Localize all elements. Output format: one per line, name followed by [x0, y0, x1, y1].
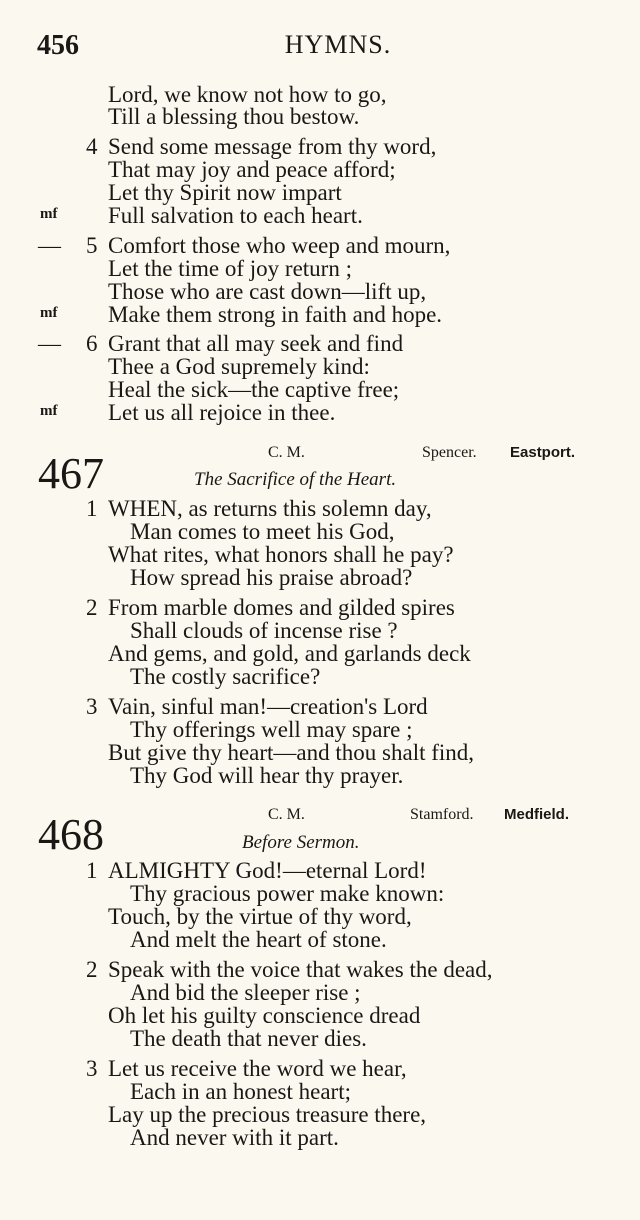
page-number: 456	[37, 30, 79, 61]
hymn-line: The death that never dies.	[130, 1026, 367, 1051]
hymn-line: ALMIGHTY God!—eternal Lord!	[108, 858, 427, 883]
hymn-line: Let us receive the word we hear,	[108, 1056, 407, 1081]
hymn-line: The costly sacrifice?	[130, 664, 321, 689]
hymn-line: And gems, and gold, and garlands deck	[108, 641, 471, 666]
tune-name: Stamford.	[410, 806, 474, 823]
dynamic-mark: mf	[40, 305, 58, 321]
hymn-line: Each in an honest heart;	[130, 1079, 351, 1104]
hymn-line: Touch, by the virtue of thy word,	[108, 904, 412, 929]
hymn-line: Man comes to meet his God,	[130, 519, 395, 544]
dash-mark: —	[38, 331, 61, 356]
hymn-line: That may joy and peace afford;	[108, 157, 396, 182]
hymn-line: Send some message from thy word,	[108, 134, 437, 159]
hymn-line: Lay up the precious treasure there,	[108, 1102, 427, 1127]
hymn-meter: C. M.	[268, 806, 305, 823]
verse-number: 3	[86, 694, 98, 719]
hymn-line: Heal the sick—the captive free;	[108, 377, 400, 402]
hymn-line: WHEN, as returns this solemn day,	[108, 496, 432, 521]
hymn-line: And bid the sleeper rise ;	[130, 980, 361, 1005]
hymn-line: Let the time of joy return ;	[108, 256, 352, 281]
hymn-line: Thy offerings well may spare ;	[130, 717, 413, 742]
tune-name: Eastport.	[510, 444, 576, 461]
hymn-meter: C. M.	[268, 444, 305, 461]
hymn-line: How spread his praise abroad?	[130, 565, 413, 590]
verse-number: 1	[86, 496, 98, 521]
hymn-title: The Sacrifice of the Heart.	[194, 469, 397, 490]
verse-number: 4	[86, 134, 98, 159]
hymn-line: Let thy Spirit now impart	[108, 180, 342, 205]
verse-number: 2	[86, 957, 98, 982]
hymn-line: Thy God will hear thy prayer.	[130, 763, 404, 788]
verse-number: 5	[86, 233, 98, 258]
hymn-line: But give thy heart—and thou shalt find,	[108, 740, 475, 765]
hymn-line: Oh let his guilty conscience dread	[108, 1003, 421, 1028]
hymn-line: From marble domes and gilded spires	[108, 595, 455, 620]
dynamic-mark: mf	[40, 403, 58, 419]
dash-mark: —	[38, 233, 61, 258]
tune-name: Spencer.	[422, 444, 477, 461]
verse-number: 6	[86, 331, 98, 356]
hymn-line: Lord, we know not how to go,	[108, 82, 387, 107]
hymn-line: And never with it part.	[130, 1125, 339, 1150]
hymn-line: Let us all rejoice in thee.	[108, 400, 336, 425]
hymn-number: 468	[38, 810, 104, 859]
hymn-line: Shall clouds of incense rise ?	[130, 618, 398, 643]
hymn-line: What rites, what honors shall he pay?	[108, 542, 454, 567]
hymn-number: 467	[38, 449, 104, 498]
hymn-line: Comfort those who weep and mourn,	[108, 233, 451, 258]
hymn-line: Thy gracious power make known:	[130, 881, 445, 906]
verse-number: 1	[86, 858, 98, 883]
hymn-line: And melt the heart of stone.	[130, 927, 387, 952]
tune-name: Medfield.	[504, 806, 570, 823]
hymn-line: Full salvation to each heart.	[108, 203, 363, 228]
hymn-line: Make them strong in faith and hope.	[108, 302, 443, 327]
hymn-line: Those who are cast down—lift up,	[108, 279, 427, 304]
hymn-line: Vain, sinful man!—creation's Lord	[108, 694, 428, 719]
verse-number: 3	[86, 1056, 98, 1081]
hymn-line: Speak with the voice that wakes the dead,	[108, 957, 493, 982]
hymn-line: Grant that all may seek and find	[108, 331, 404, 356]
hymn-title: Before Sermon.	[242, 832, 360, 853]
verse-number: 2	[86, 595, 98, 620]
hymn-line: Till a blessing thou bestow.	[108, 104, 360, 129]
running-title: HYMNS.	[284, 30, 392, 59]
hymn-line: Thee a God supremely kind:	[108, 354, 370, 379]
dynamic-mark: mf	[40, 206, 58, 222]
